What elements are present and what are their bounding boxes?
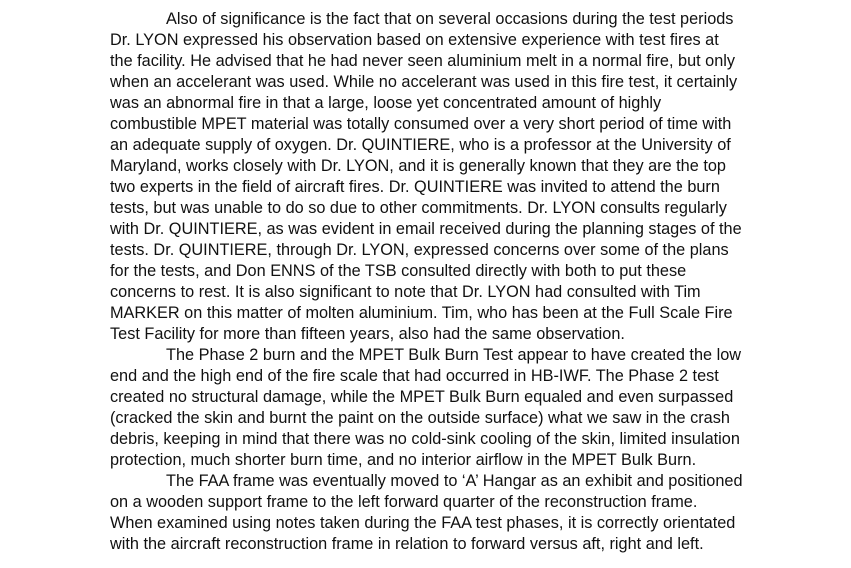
paragraph-1-line-8: Maryland, works closely with Dr. LYON, and it is generally known that they are the top	[110, 157, 726, 175]
paragraph-1-line-1: Also of significance is the fact that on several occasions during the test periods	[166, 10, 734, 28]
paragraph-2-line-1: The Phase 2 burn and the MPET Bulk Burn Test appear to have created the low	[166, 346, 742, 364]
paragraph-1-line-7: an adequate supply of oxygen. Dr. QUINTIERE, who is a professor at the University of	[110, 136, 731, 154]
paragraph-1-line-15: MARKER on this matter of molten aluminium. Tim, who has been at the Full Scale Fire	[110, 304, 733, 322]
paragraph-2-line-4: (cracked the skin and burnt the paint on the outside surface) what we saw in the crash	[110, 409, 730, 427]
paragraph-1-line-16: Test Facility for more than fifteen years, also had the same observation.	[110, 325, 625, 343]
paragraph-1-line-4: when an accelerant was used. While no accelerant was used in this fire test, it certainly	[110, 73, 738, 91]
paragraph-1-line-6: combustible MPET material was totally consumed over a very short period of time with	[110, 115, 732, 133]
paragraph-3-line-3: When examined using notes taken during the FAA test phases, it is correctly orientated	[110, 514, 736, 532]
paragraph-1-line-9: two experts in the field of aircraft fires. Dr. QUINTIERE was invited to attend the burn	[110, 178, 720, 196]
paragraph-1-line-3: the facility. He advised that he had never seen aluminium melt in a normal fire, but only	[110, 52, 736, 70]
paragraph-1-line-2: Dr. LYON expressed his observation based on extensive experience with test fires at	[110, 31, 719, 49]
paragraph-2-line-6: protection, much shorter burn time, and no interior airflow in the MPET Bulk Burn.	[110, 451, 697, 469]
paragraph-3-line-2: on a wooden support frame to the left forward quarter of the reconstruction frame.	[110, 493, 698, 511]
paragraph-1-line-5: was an abnormal fire in that a large, loose yet concentrated amount of highly	[110, 94, 662, 112]
paragraph-1-line-14: concerns to rest. It is also significant to note that Dr. LYON had consulted with Tim	[110, 283, 701, 301]
paragraph-2-line-2: end and the high end of the fire scale that had occurred in HB-IWF. The Phase 2 test	[110, 367, 719, 385]
paragraph-3-line-4: with the aircraft reconstruction frame in relation to forward versus aft, right and left.	[110, 535, 704, 553]
paragraph-1-line-11: with Dr. QUINTIERE, as was evident in email received during the planning stages of the	[110, 220, 742, 238]
paragraph-1-line-13: for the tests, and Don ENNS of the TSB consulted directly with both to put these	[110, 262, 687, 280]
paragraph-3-line-1: The FAA frame was eventually moved to ‘A’ Hangar as an exhibit and positioned	[166, 472, 743, 490]
paragraph-2-line-5: debris, keeping in mind that there was no cold-sink cooling of the skin, limited insulation	[110, 430, 740, 448]
paragraph-1-line-10: tests, but was unable to do so due to other commitments. Dr. LYON consults regularly	[110, 199, 727, 217]
paragraph-2-line-3: created no structural damage, while the MPET Bulk Burn equaled and even surpassed	[110, 388, 734, 406]
paragraph-1-line-12: tests. Dr. QUINTIERE, through Dr. LYON, expressed concerns over some of the plans	[110, 241, 729, 259]
